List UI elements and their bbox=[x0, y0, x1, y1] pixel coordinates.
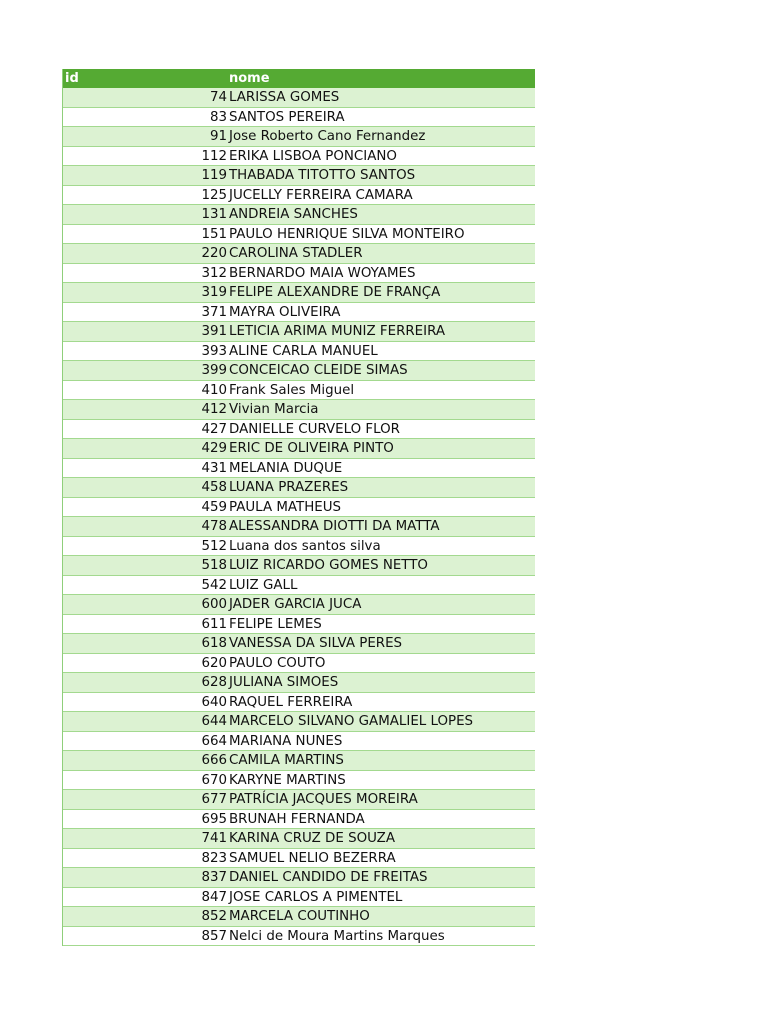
cell-id[interactable]: 628 bbox=[201, 675, 227, 690]
table-row bbox=[63, 673, 535, 693]
table-row bbox=[63, 420, 535, 440]
cell-id[interactable]: 112 bbox=[201, 148, 227, 164]
cell-nome[interactable]: SAMUEL NELIO BEZERRA bbox=[229, 850, 396, 866]
cell-id[interactable]: 371 bbox=[201, 304, 227, 320]
table-row bbox=[63, 771, 535, 791]
cell-id[interactable]: 91 bbox=[209, 129, 227, 144]
cell-id[interactable]: 837 bbox=[201, 870, 227, 885]
cell-nome[interactable]: PAULA MATHEUS bbox=[229, 499, 342, 515]
table-row bbox=[63, 342, 535, 362]
cell-nome[interactable]: CAMILA MARTINS bbox=[229, 753, 344, 768]
cell-nome[interactable]: Jose Roberto Cano Fernandez bbox=[229, 129, 426, 144]
table-row bbox=[63, 361, 535, 381]
cell-id[interactable]: 823 bbox=[201, 850, 227, 866]
cell-nome[interactable]: LARISSA GOMES bbox=[229, 90, 340, 105]
table-row bbox=[63, 127, 535, 147]
table-row bbox=[63, 186, 535, 206]
cell-id[interactable]: 640 bbox=[201, 694, 227, 710]
cell-nome[interactable]: KARINA CRUZ DE SOUZA bbox=[229, 831, 396, 846]
cell-nome[interactable]: ALESSANDRA DIOTTI DA MATTA bbox=[229, 519, 440, 534]
cell-nome[interactable]: JUCELLY FERREIRA CAMARA bbox=[229, 187, 413, 203]
cell-id[interactable]: 852 bbox=[201, 909, 227, 924]
cell-id[interactable]: 512 bbox=[201, 538, 227, 554]
table-row bbox=[63, 790, 535, 810]
cell-nome[interactable]: THABADA TITOTTO SANTOS bbox=[229, 168, 416, 183]
table-row bbox=[63, 849, 535, 869]
cell-nome[interactable]: DANIELLE CURVELO FLOR bbox=[229, 421, 400, 437]
cell-id[interactable]: 125 bbox=[201, 187, 227, 203]
cell-nome[interactable]: MAYRA OLIVEIRA bbox=[229, 304, 341, 320]
table-row bbox=[63, 634, 535, 654]
cell-nome[interactable]: FELIPE ALEXANDRE DE FRANÇA bbox=[229, 285, 441, 300]
table-row bbox=[63, 147, 535, 167]
cell-id[interactable]: 431 bbox=[201, 460, 227, 476]
table-row bbox=[63, 283, 535, 303]
cell-nome[interactable]: ANDREIA SANCHES bbox=[229, 207, 358, 222]
table-row bbox=[63, 225, 535, 245]
table-row bbox=[63, 751, 535, 771]
table-row bbox=[63, 693, 535, 713]
cell-id[interactable]: 131 bbox=[201, 207, 227, 222]
cell-id[interactable]: 518 bbox=[201, 558, 227, 573]
table-row bbox=[63, 595, 535, 615]
table-row bbox=[63, 537, 535, 557]
cell-nome[interactable]: MARIANA NUNES bbox=[229, 733, 343, 749]
cell-id[interactable]: 427 bbox=[201, 421, 227, 437]
table-row bbox=[63, 166, 535, 186]
cell-id[interactable]: 478 bbox=[201, 519, 227, 534]
cell-nome[interactable]: MELANIA DUQUE bbox=[229, 460, 343, 476]
cell-nome[interactable]: RAQUEL FERREIRA bbox=[229, 694, 353, 710]
table-row bbox=[63, 459, 535, 479]
cell-nome[interactable]: SANTOS PEREIRA bbox=[229, 109, 345, 125]
cell-nome[interactable]: ERIC DE OLIVEIRA PINTO bbox=[229, 441, 394, 456]
table-row bbox=[63, 478, 535, 498]
cell-nome[interactable]: LETICIA ARIMA MUNIZ FERREIRA bbox=[229, 324, 446, 339]
cell-nome[interactable]: JADER GARCIA JUCA bbox=[229, 597, 362, 612]
cell-id[interactable]: 220 bbox=[201, 246, 227, 261]
table-row bbox=[63, 556, 535, 576]
cell-id[interactable]: 670 bbox=[201, 772, 227, 788]
cell-nome[interactable]: PAULO COUTO bbox=[229, 655, 326, 671]
cell-id[interactable]: 542 bbox=[201, 577, 227, 593]
cell-id[interactable]: 618 bbox=[201, 636, 227, 651]
table-row bbox=[63, 303, 535, 323]
table-row bbox=[63, 205, 535, 225]
table-row bbox=[63, 322, 535, 342]
cell-id[interactable]: 410 bbox=[201, 382, 227, 398]
table-row bbox=[63, 888, 535, 908]
cell-id[interactable]: 412 bbox=[201, 402, 227, 417]
cell-id[interactable]: 611 bbox=[201, 616, 227, 632]
cell-nome[interactable]: LUANA PRAZERES bbox=[229, 480, 349, 495]
table-header-row bbox=[63, 69, 535, 88]
cell-id[interactable]: 459 bbox=[201, 499, 227, 515]
cell-nome[interactable]: LUIZ GALL bbox=[229, 577, 298, 593]
cell-id[interactable]: 399 bbox=[201, 363, 227, 378]
cell-nome[interactable]: PATRÍCIA JACQUES MOREIRA bbox=[229, 792, 418, 807]
cell-nome[interactable]: LUIZ RICARDO GOMES NETTO bbox=[229, 558, 428, 573]
header-cell-id[interactable]: id bbox=[65, 71, 79, 86]
table-row bbox=[63, 712, 535, 732]
cell-id[interactable]: 74 bbox=[209, 90, 227, 105]
cell-nome[interactable]: JULIANA SIMOES bbox=[229, 675, 339, 690]
table-row bbox=[63, 264, 535, 284]
cell-id[interactable]: 847 bbox=[201, 889, 227, 905]
cell-nome[interactable]: ALINE CARLA MANUEL bbox=[229, 343, 378, 359]
cell-id[interactable]: 600 bbox=[201, 597, 227, 612]
table-row bbox=[63, 498, 535, 518]
cell-nome[interactable]: Vivian Marcia bbox=[229, 402, 319, 417]
cell-nome[interactable]: CAROLINA STADLER bbox=[229, 246, 363, 261]
table-body bbox=[63, 88, 535, 946]
table-row bbox=[63, 439, 535, 459]
cell-nome[interactable]: DANIEL CANDIDO DE FREITAS bbox=[229, 870, 428, 885]
cell-nome[interactable]: Frank Sales Miguel bbox=[229, 382, 355, 398]
table-row bbox=[63, 576, 535, 596]
cell-nome[interactable]: Luana dos santos silva bbox=[229, 538, 381, 554]
cell-id[interactable]: 83 bbox=[209, 109, 227, 125]
table-row bbox=[63, 927, 535, 947]
cell-nome[interactable]: PAULO HENRIQUE SILVA MONTEIRO bbox=[229, 226, 465, 242]
cell-id[interactable]: 312 bbox=[201, 265, 227, 281]
table-row bbox=[63, 244, 535, 264]
header-cell-nome[interactable]: nome bbox=[229, 71, 270, 86]
cell-nome[interactable]: Nelci de Moura Martins Marques bbox=[229, 928, 445, 944]
cell-id[interactable]: 644 bbox=[201, 714, 227, 729]
table-row bbox=[63, 907, 535, 927]
cell-nome[interactable]: MARCELO SILVANO GAMALIEL LOPES bbox=[229, 714, 474, 729]
cell-id[interactable]: 119 bbox=[201, 168, 227, 183]
table-row bbox=[63, 829, 535, 849]
cell-id[interactable]: 695 bbox=[201, 811, 227, 827]
table-row bbox=[63, 868, 535, 888]
cell-nome[interactable]: MARCELA COUTINHO bbox=[229, 909, 370, 924]
cell-id[interactable]: 741 bbox=[201, 831, 227, 846]
cell-id[interactable]: 319 bbox=[201, 285, 227, 300]
cell-nome[interactable]: CONCEICAO CLEIDE SIMAS bbox=[229, 363, 408, 378]
cell-id[interactable]: 666 bbox=[201, 753, 227, 768]
cell-id[interactable]: 393 bbox=[201, 343, 227, 359]
cell-id[interactable]: 664 bbox=[201, 733, 227, 749]
cell-nome[interactable]: BRUNAH FERNANDA bbox=[229, 811, 365, 827]
table-row bbox=[63, 88, 535, 108]
cell-nome[interactable]: ERIKA LISBOA PONCIANO bbox=[229, 148, 397, 164]
cell-id[interactable]: 857 bbox=[201, 928, 227, 944]
cell-id[interactable]: 391 bbox=[201, 324, 227, 339]
table-row bbox=[63, 108, 535, 128]
table-row bbox=[63, 381, 535, 401]
cell-id[interactable]: 429 bbox=[201, 441, 227, 456]
table-row bbox=[63, 732, 535, 752]
cell-id[interactable]: 620 bbox=[201, 655, 227, 671]
table-row bbox=[63, 615, 535, 635]
cell-id[interactable]: 151 bbox=[201, 226, 227, 242]
cell-id[interactable]: 458 bbox=[201, 480, 227, 495]
table-row bbox=[63, 517, 535, 537]
cell-nome[interactable]: JOSE CARLOS A PIMENTEL bbox=[229, 889, 403, 905]
cell-nome[interactable]: BERNARDO MAIA WOYAMES bbox=[229, 265, 416, 281]
cell-nome[interactable]: KARYNE MARTINS bbox=[229, 772, 346, 788]
data-table bbox=[62, 69, 535, 946]
table-row bbox=[63, 654, 535, 674]
table-row bbox=[63, 400, 535, 420]
cell-nome[interactable]: FELIPE LEMES bbox=[229, 616, 322, 632]
cell-nome[interactable]: VANESSA DA SILVA PERES bbox=[229, 636, 403, 651]
cell-id[interactable]: 677 bbox=[201, 792, 227, 807]
table-row bbox=[63, 810, 535, 830]
